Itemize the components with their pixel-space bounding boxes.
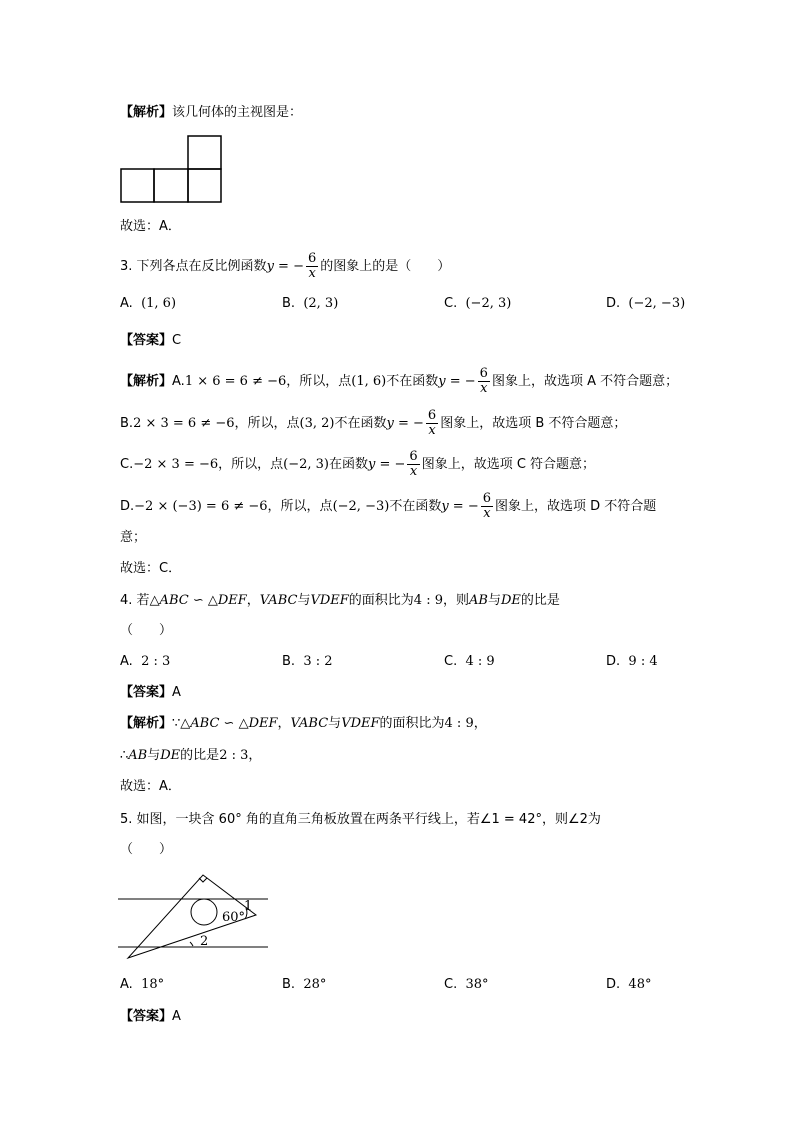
q3-solution-line-a [120,367,678,396]
q3-solution-line-d [120,492,656,521]
q2-front-view-figure [118,133,224,205]
line-verb: 不在函数 [386,374,439,389]
q3-option-d[interactable] [606,294,685,314]
q4-option-d[interactable] [606,652,658,672]
option-value: 3 : 2 [303,654,333,669]
q5-option-b[interactable] [282,975,326,995]
q4-option-a[interactable] [120,652,170,672]
q3-solution-wrap: 意； [120,530,147,545]
square-3 [188,169,221,202]
line-prefix: D. [120,499,135,514]
q3-stem-post: 的图象上的是（ ） [320,259,451,274]
q4-answer [120,683,181,703]
q5-stem [120,810,601,830]
q5-option-c[interactable] [444,975,489,995]
q4-triangle-def: VDEF [341,716,380,731]
answer-tag: 【答案】 [120,333,173,348]
option-value: (2, 3) [303,296,339,311]
fraction-numerator: 6 [427,408,437,423]
fraction-numerator: 6 [482,491,492,506]
line-verb: 不在函数 [389,499,442,514]
option-value: (−2, −3) [628,296,686,311]
fraction-denominator: x [428,423,436,438]
q4-ratio: 4 : 9 [413,593,443,608]
square-1 [121,169,154,202]
q3-option-c[interactable] [444,294,511,314]
q4-conclusion: 故选：A． [120,779,181,794]
line-mid: ，所以，点 [218,457,284,472]
line-point: (1, 6) [351,374,387,389]
func-fraction [481,492,493,521]
q4-and: 与 [147,748,161,763]
func-lhs: y = − [386,416,424,431]
line-tail: 图象上，故选项 C 符合题意； [421,457,596,472]
analysis-tag: 【解析】 [120,105,173,120]
option-label: B. [282,654,296,669]
q4-area-ratio-text: 的面积比为 [379,716,445,731]
right-angle-mark [199,878,207,882]
analysis-tag: 【解析】 [120,374,173,389]
line-tail: 图象上，故选项 B 不符合题意； [440,416,627,431]
option-value: 4 : 9 [465,654,495,669]
q4-sep: ， [473,716,487,731]
option-value: 9 : 4 [628,654,658,669]
q4-option-c[interactable] [444,652,495,672]
q4-answer-value: A [172,685,181,700]
fraction-denominator: x [483,506,491,521]
q4-ab: AB [469,593,488,608]
option-value: 2 : 3 [141,654,171,669]
answer-tag: 【答案】 [120,685,173,700]
therefore-symbol: ∴ [120,748,129,763]
q4-area-ratio-text: 的面积比为 [348,593,414,608]
angle-arc-2 [190,942,193,946]
q4-similar: △ABC ∽ △DEF [149,593,247,608]
option-label: C. [444,977,458,992]
option-value: 38° [465,977,489,992]
option-value: (1, 6) [141,296,177,311]
line-prefix: B. [120,416,134,431]
q2-analysis [120,103,302,123]
q4-de: DE [160,748,181,763]
line-tail: 图象上，故选项 A 不符合题意； [491,374,679,389]
q5-paren: （ ） [120,842,173,857]
q4-solution-line-2 [120,746,261,766]
line-prefix: A. [172,374,185,389]
square-2 [154,169,188,202]
q4-result-ratio: 2 : 3 [219,748,249,763]
q3-stem-pre: 下列各点在反比例函数 [136,259,267,274]
line-point: (3, 2) [299,416,335,431]
analysis-tag: 【解析】 [120,716,173,731]
q3-number: 3. [120,259,133,274]
fraction-numerator: 6 [409,449,418,464]
q4-ratio: 4 : 9 [444,716,474,731]
q4-solution-line-1 [120,714,487,734]
q3-option-a[interactable] [120,294,176,314]
q2-analysis-text: 该几何体的主视图是： [172,105,303,120]
q3-stem [120,252,450,281]
q3-func-lhs: y = − [266,259,304,274]
q4-similar: △ABC ∽ △DEF [180,716,278,731]
q4-and: 与 [297,593,311,608]
q4-stem [120,591,560,611]
option-label: D. [606,296,621,311]
option-label: B. [282,296,296,311]
line-mid: ，所以，点 [267,499,333,514]
q5-answer [120,1007,181,1027]
angle-60-label: 60° [222,910,246,925]
q5-option-a[interactable] [120,975,164,995]
q5-option-d[interactable] [606,975,651,995]
answer-tag: 【答案】 [120,1009,173,1024]
because-symbol: ∵ [172,716,181,731]
line-point: (−2, 3) [283,457,329,472]
option-label: D. [606,654,621,669]
fraction-denominator: x [480,381,488,396]
func-fraction [426,409,438,438]
line-tail: 图象上，故选项 D 不符合题 [495,499,657,514]
angle-1-label: 1 [244,899,253,914]
q5-triangle-figure [118,870,272,962]
fraction-numerator: 6 [479,366,488,381]
line-calc: 1 × 6 = 6 ≠ −6 [184,374,287,389]
line-mid: ，所以，点 [286,374,352,389]
func-fraction [478,367,490,396]
option-label: C. [444,654,458,669]
q4-triangle-abc: VABC [259,593,298,608]
q4-triangle-def: VDEF [310,593,349,608]
q4-de: DE [500,593,521,608]
option-value: 48° [628,977,652,992]
angle-2-label: 2 [200,934,209,949]
q4-and: 与 [487,593,501,608]
q4-triangle-abc: VABC [290,716,329,731]
func-lhs: y = − [368,457,406,472]
line-verb: 在函数 [329,457,369,472]
q3-answer-value: C [172,333,182,348]
line-prefix: C. [120,457,134,472]
q4-and: 与 [328,716,342,731]
func-lhs: y = − [438,374,476,389]
q3-conclusion: 故选：C． [120,561,182,576]
option-value: 28° [303,977,327,992]
q4-ab: AB [128,748,148,763]
option-value: 18° [141,977,165,992]
fraction-denominator: x [308,266,316,281]
q3-option-b[interactable] [282,294,338,314]
func-fraction [407,450,419,479]
q3-func-fraction [306,252,318,281]
q4-option-b[interactable] [282,652,333,672]
q4-sep: ， [246,593,260,608]
q4-sep: ， [277,716,291,731]
option-value: (−2, 3) [465,296,512,311]
line-verb: 不在函数 [334,416,387,431]
line-point: (−2, −3) [332,499,390,514]
q2-conclusion: 故选：A． [120,219,181,234]
line-calc: −2 × 3 = −6 [133,457,219,472]
q4-stem-pre: 若 [136,593,150,608]
fraction-numerator: 6 [307,251,317,266]
option-label: D. [606,977,621,992]
option-label: B. [282,977,296,992]
option-label: A. [120,296,133,311]
fraction-denominator: x [409,464,418,479]
q4-stem-end: 的比是 [520,593,560,608]
q4-then: ，则 [442,593,469,608]
option-label: A. [120,654,133,669]
line-calc: 2 × 3 = 6 ≠ −6 [133,416,235,431]
ruler-hole [191,899,217,925]
option-label: C. [444,296,458,311]
line-mid: ，所以，点 [234,416,300,431]
q3-solution-line-b [120,409,626,438]
option-label: A. [120,977,133,992]
q5-answer-value: A [172,1009,181,1024]
q4-number: 4. [120,593,133,608]
q3-solution-line-c [120,450,595,479]
line-calc: −2 × (−3) = 6 ≠ −6 [134,499,268,514]
square-4 [188,136,221,169]
q4-paren: （ ） [120,623,173,638]
q4-stem-end: 的比是 [180,748,220,763]
q4-sep: ， [248,748,262,763]
func-lhs: y = − [441,499,479,514]
q3-answer [120,331,181,351]
q5-number: 5. [120,812,133,827]
q5-stem-text: 如图，一块含 60° 角的直角三角板放置在两条平行线上，若∠1 = 42°，则∠2为 [136,812,601,827]
